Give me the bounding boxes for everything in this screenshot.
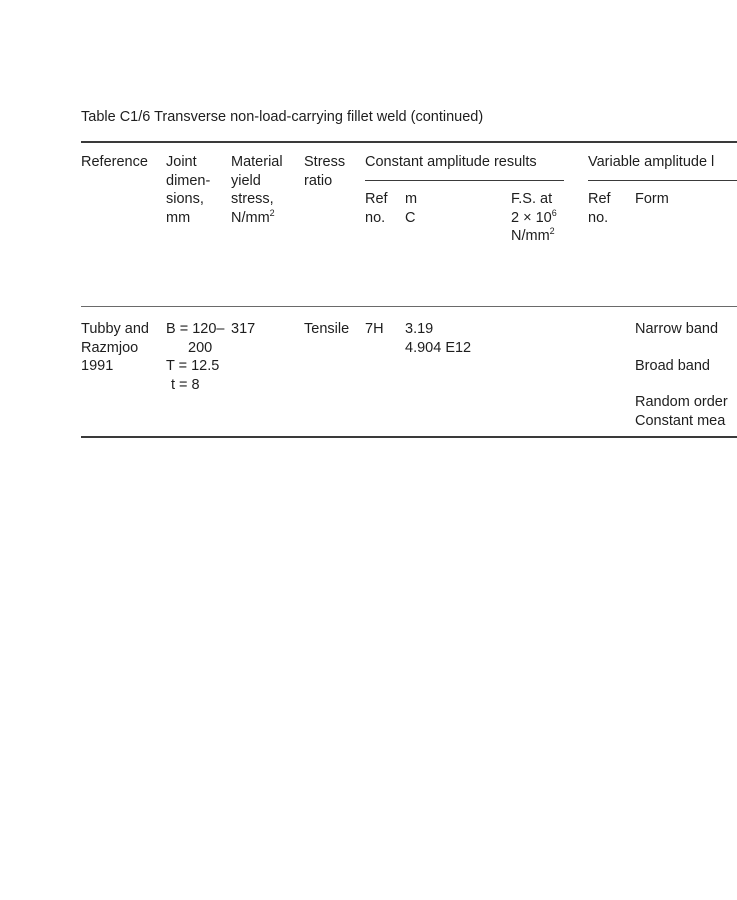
header-va-ref: Ref — [588, 191, 611, 207]
cell-reference: Tubby and — [81, 321, 149, 337]
header-va-form: Form — [635, 191, 669, 207]
cell-form: Narrow band — [635, 321, 719, 337]
material-unit-text: N/mm — [231, 209, 270, 226]
cell-c: 4.904 E12 — [405, 339, 472, 356]
cell-m: 3.19 — [405, 321, 434, 337]
cell-joint: 200 — [188, 339, 213, 356]
cell-material: 317 — [231, 321, 256, 337]
header-variable-amplitude: Variable amplitude l — [588, 154, 715, 170]
header-material-unit — [231, 209, 275, 228]
variable-group-rule — [588, 180, 737, 181]
cell-joint: T = 12.5 — [166, 358, 220, 374]
header-joint-line: sions, — [166, 191, 204, 207]
material-unit-exponent: 2 — [269, 207, 275, 218]
top-rule — [81, 141, 737, 143]
cell-form: Broad band — [635, 358, 710, 374]
header-joint-line: dimen- — [166, 172, 211, 189]
header-ca-m: m — [405, 191, 418, 207]
cell-form: Constant mea — [635, 412, 726, 429]
table-caption: Table C1/6 Transverse non-load-carrying fillet weld (continued) — [81, 109, 484, 125]
header-reference: Reference — [81, 154, 148, 170]
constant-group-rule — [365, 180, 564, 181]
header-joint-line: Joint — [166, 154, 197, 170]
cell-reference: Razmjoo — [81, 339, 139, 356]
header-stress-line: ratio — [304, 172, 333, 189]
header-va-ref: no. — [588, 209, 609, 226]
header-joint-line: mm — [166, 209, 191, 226]
header-bottom-rule — [81, 306, 737, 307]
header-constant-amplitude: Constant amplitude results — [365, 154, 537, 170]
cell-form: Random order — [635, 394, 728, 410]
ca-fs-unit-text: N/mm — [511, 228, 550, 244]
cell-stress: Tensile — [304, 321, 350, 337]
header-material-line: stress, — [231, 191, 274, 207]
header-stress-line: Stress — [304, 154, 346, 170]
header-ca-ref: no. — [365, 209, 386, 226]
cell-reference: 1991 — [81, 358, 114, 374]
header-ca-ref: Ref — [365, 191, 388, 207]
ca-fs-cycles-text: 2 × 10 — [511, 209, 552, 226]
ca-fs-unit-exponent: 2 — [549, 226, 555, 236]
header-ca-fs-cycles — [511, 209, 557, 228]
bottom-rule — [81, 436, 737, 438]
cell-joint: B = 120– — [166, 321, 225, 337]
header-ca-fs: F.S. at — [511, 191, 553, 207]
cell-joint: t = 8 — [171, 376, 200, 393]
header-ca-fs-unit — [511, 227, 555, 246]
ca-fs-cycles-exponent: 6 — [551, 207, 557, 218]
header-ca-c: C — [405, 209, 416, 226]
cell-ref: 7H — [365, 321, 384, 337]
header-material-line: Material — [231, 154, 283, 170]
header-material-line: yield — [231, 172, 261, 189]
